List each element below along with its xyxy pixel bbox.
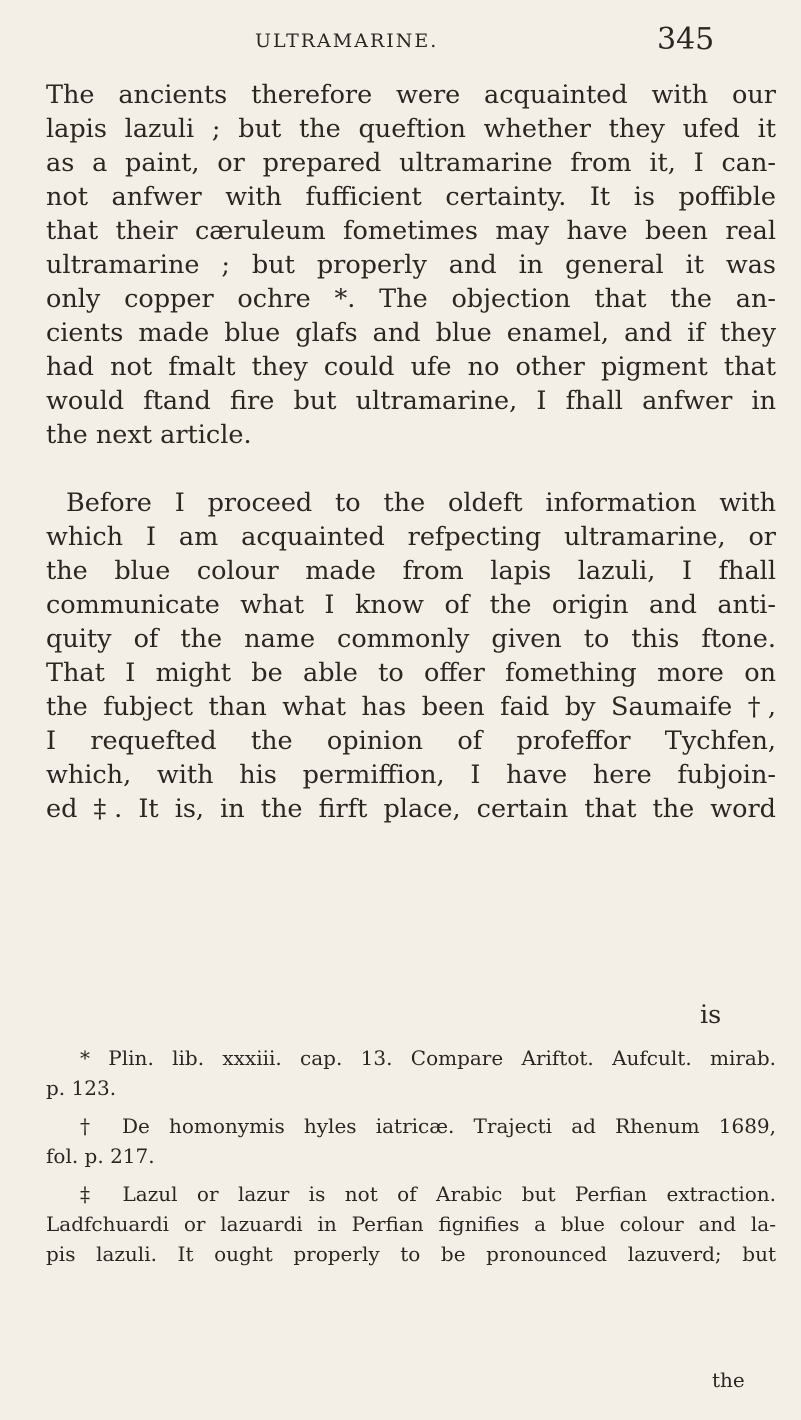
text-line: ultramarine ; but properly and in general it was — [46, 250, 776, 280]
page-number: 345 — [657, 22, 715, 57]
text-line: only copper ochre *. The objection that the an- — [46, 284, 776, 314]
text-line: had not fmalt they could ufe no other pigment that — [46, 352, 776, 382]
footnote-catchword: the — [712, 1368, 745, 1392]
text-line: Before I proceed to the oldeft information with — [66, 488, 776, 518]
catchword: is — [700, 1000, 722, 1030]
body-text — [46, 78, 776, 826]
text-line: communicate what I know of the origin and anti- — [46, 590, 776, 620]
text-line: the fubject than what has been faid by Saumaife †, — [46, 692, 776, 722]
paragraph-break — [46, 452, 776, 486]
footnote-line: * Plin. lib. xxxiii. cap. 13. Compare Ariftot. Aufcult. mirab. — [80, 1046, 776, 1070]
text-line: that their cæruleum fometimes may have been real — [46, 216, 776, 246]
footnote-gap — [46, 1171, 776, 1179]
text-line: quity of the name commonly given to this ftone. — [46, 624, 776, 654]
footnote-line: p. 123. — [46, 1076, 117, 1100]
footnote-line: pis lazuli. It ought properly to be pronounced lazuverd; but — [46, 1242, 776, 1266]
footnote-line: † De homonymis hyles iatricæ. Trajecti ad Rhenum 1689, — [80, 1114, 776, 1138]
text-line: not anfwer with fufficient certainty. It is poffible — [46, 182, 776, 212]
footnotes — [46, 1043, 776, 1269]
text-line: would ftand fire but ultramarine, I fhall anfwer in — [46, 386, 776, 416]
text-line: cients made blue glafs and blue enamel, and if they — [46, 318, 776, 348]
footnote-line: Ladfchuardi or lazuardi in Perfian fignifies a blue colour and la- — [46, 1212, 776, 1236]
footnote-line: ‡ Lazul or lazur is not of Arabic but Perfian extraction. — [80, 1182, 776, 1206]
text-line: which I am acquainted refpecting ultramarine, or — [46, 522, 776, 552]
text-line: the next article. — [46, 420, 252, 450]
text-line: That I might be able to offer fomething more on — [46, 658, 776, 688]
text-line: the blue colour made from lapis lazuli, I fhall — [46, 556, 776, 586]
page-header — [0, 22, 801, 62]
text-line: as a paint, or prepared ultramarine from it, I can- — [46, 148, 776, 178]
text-line: I requefted the opinion of profeffor Tychfen, — [46, 726, 776, 756]
running-head: ULTRAMARINE. — [255, 30, 439, 52]
footnote-gap — [46, 1103, 776, 1111]
text-line: which, with his permiffion, I have here fubjoin- — [46, 760, 776, 790]
text-line: lapis lazuli ; but the queftion whether they ufed it — [46, 114, 776, 144]
footnote-line: fol. p. 217. — [46, 1144, 155, 1168]
text-line: ed ‡. It is, in the firft place, certain that the word — [46, 794, 776, 824]
text-line: The ancients therefore were acquainted with our — [46, 80, 776, 110]
